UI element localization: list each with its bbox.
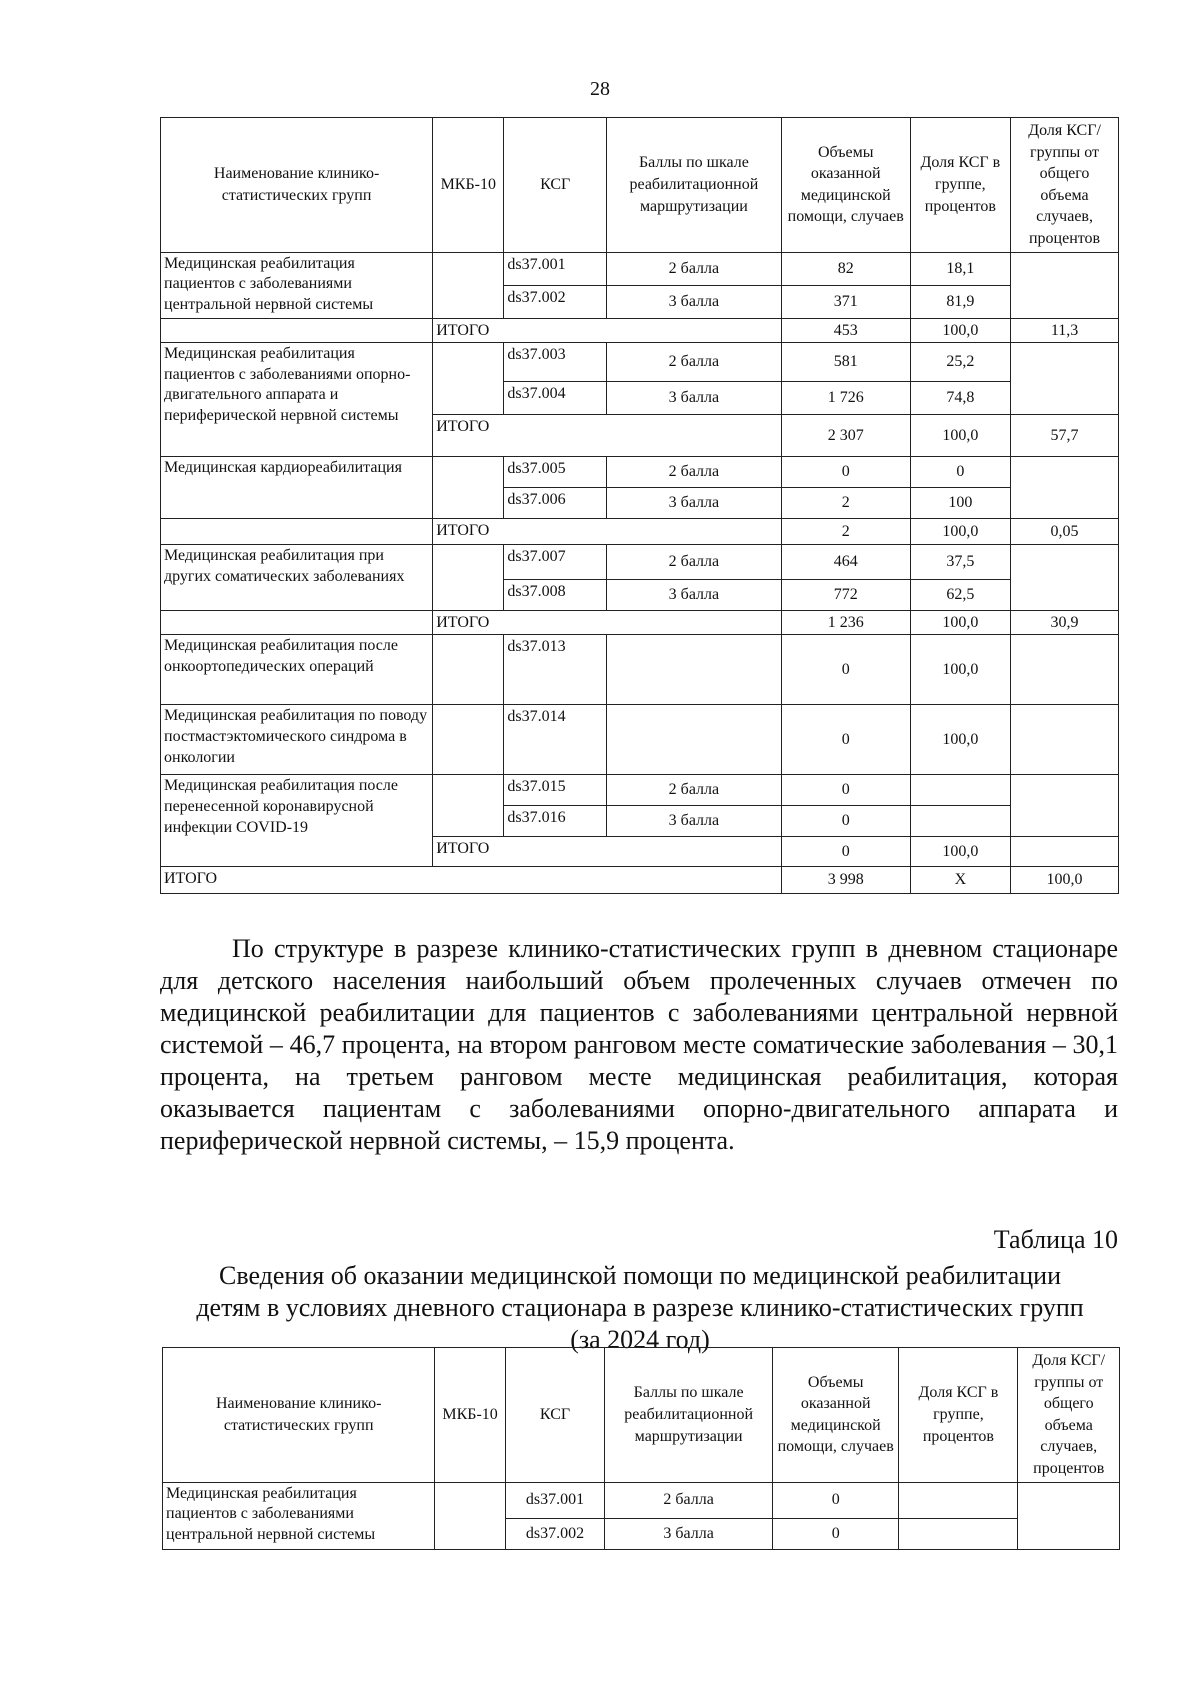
header-ksg: КСГ (504, 118, 607, 253)
volume-cell: 0 (773, 1518, 899, 1549)
title-line: Сведения об оказании медицинской помощи по медицинской реабилитации (219, 1261, 1061, 1290)
overall-cell (1011, 456, 1119, 518)
table-10-label: Таблица 10 (993, 1225, 1118, 1254)
total-label: ИТОГО (433, 318, 782, 342)
score-cell: 3 балла (606, 805, 781, 836)
score-cell: 3 балла (605, 1518, 773, 1549)
group-name: Медицинская реабилитация при других соматических заболеваниях (161, 544, 433, 610)
volume-cell: 371 (781, 285, 910, 318)
share-cell (910, 774, 1011, 805)
volume-cell: 82 (781, 252, 910, 285)
total-volume: 1 236 (781, 610, 910, 634)
score-cell: 2 балла (606, 774, 781, 805)
header-volume: Объемы оказанной медицинской помощи, случаев (773, 1348, 899, 1483)
title-line: (за 2024 год) (570, 1325, 710, 1354)
total-overall: 0,05 (1011, 518, 1119, 544)
table-10 (162, 1347, 1120, 1550)
header-ksg: КСГ (505, 1348, 604, 1483)
header-mkb: МКБ-10 (435, 1348, 505, 1483)
score-cell: 2 балла (606, 342, 781, 381)
grand-total-label: ИТОГО (161, 866, 782, 893)
empty-cell (161, 610, 433, 634)
share-cell: 81,9 (910, 285, 1011, 318)
body-paragraph: По структуре в разрезе клинико-статистических групп в дневном стационаре для детского населения наибольший объем пролеченных случаев отмечен по медицинской реабилитации для пациентов с заболеваниями центральной нервной системой – 46,7 процента, на втором ранговом месте соматические заболевания – 30,1 процента, на третьем ранговом месте медицинская реабилитация, которая оказывается пациентам с заболеваниями опорно-двигательного аппарата и периферической нервной системы, – 15,9 процента. (160, 934, 1118, 1155)
header-mkb: МКБ-10 (433, 118, 504, 253)
total-volume: 453 (781, 318, 910, 342)
title-line: детям в условиях дневного стационара в разрезе клинико-статистических групп (196, 1293, 1084, 1322)
header-share-total: Доля КСГ/группы от общего объема случаев, процентов (1018, 1348, 1120, 1483)
group-name: Медицинская реабилитация пациентов с заболеваниями опорно-двигательного аппарата и периферической нервной системы (161, 342, 433, 456)
overall-cell (1011, 252, 1119, 318)
mkb-cell (433, 456, 504, 518)
total-overall (1011, 836, 1119, 866)
ksg-cell: ds37.005 (504, 456, 607, 487)
total-label: ИТОГО (433, 518, 782, 544)
group-name: Медицинская реабилитация пациентов с заболеваниями центральной нервной системы (161, 252, 433, 318)
total-volume: 2 (781, 518, 910, 544)
overall-cell (1011, 544, 1119, 610)
overall-cell (1011, 774, 1119, 836)
share-cell: 25,2 (910, 342, 1011, 381)
table-9 (160, 117, 1119, 894)
share-cell: 62,5 (910, 579, 1011, 610)
total-share: 100,0 (910, 836, 1011, 866)
volume-cell: 772 (781, 579, 910, 610)
table-row (161, 774, 1119, 805)
header-share-group: Доля КСГ в группе, процентов (899, 1348, 1018, 1483)
total-volume: 2 307 (781, 414, 910, 456)
mkb-cell (433, 544, 504, 610)
grand-total-volume: 3 998 (781, 866, 910, 893)
table-row (161, 456, 1119, 487)
mkb-cell (433, 342, 504, 414)
total-volume: 0 (781, 836, 910, 866)
table-row (161, 634, 1119, 704)
score-cell: 2 балла (606, 544, 781, 579)
header-share-group: Доля КСГ в группе, процентов (910, 118, 1011, 253)
table-row (161, 342, 1119, 381)
share-cell: 100,0 (910, 634, 1011, 704)
grand-total-overall: 100,0 (1011, 866, 1119, 893)
mkb-cell (435, 1482, 505, 1549)
total-row (161, 318, 1119, 342)
header-share-total: Доля КСГ/группы от общего объема случаев, процентов (1011, 118, 1119, 253)
total-row (161, 518, 1119, 544)
score-cell: 3 балла (606, 285, 781, 318)
group-name: Медицинская реабилитация после перенесенной коронавирусной инфекции COVID-19 (161, 774, 433, 866)
volume-cell: 1 726 (781, 381, 910, 414)
ksg-cell: ds37.008 (504, 579, 607, 610)
volume-cell: 0 (781, 456, 910, 487)
ksg-cell: ds37.016 (504, 805, 607, 836)
grand-total-row (161, 866, 1119, 893)
total-share: 100,0 (910, 518, 1011, 544)
share-cell: 0 (910, 456, 1011, 487)
score-cell: 3 балла (606, 381, 781, 414)
ksg-cell: ds37.015 (504, 774, 607, 805)
ksg-cell: ds37.001 (504, 252, 607, 285)
ksg-cell: ds37.002 (505, 1518, 604, 1549)
header-name: Наименование клинико-статистических групп (163, 1348, 435, 1483)
score-cell: 2 балла (606, 252, 781, 285)
grand-total-share: Х (910, 866, 1011, 893)
overall-cell (1018, 1482, 1120, 1549)
total-label: ИТОГО (433, 610, 782, 634)
ksg-cell: ds37.007 (504, 544, 607, 579)
score-cell: 3 балла (606, 487, 781, 518)
ksg-cell: ds37.014 (504, 704, 607, 774)
ksg-cell: ds37.006 (504, 487, 607, 518)
table-row (161, 252, 1119, 285)
table-row (161, 544, 1119, 579)
header-name: Наименование клинико-статистических групп (161, 118, 433, 253)
score-cell: 2 балла (606, 456, 781, 487)
total-overall: 57,7 (1011, 414, 1119, 456)
ksg-cell: ds37.004 (504, 381, 607, 414)
volume-cell: 0 (773, 1482, 899, 1518)
share-cell: 37,5 (910, 544, 1011, 579)
share-cell: 74,8 (910, 381, 1011, 414)
table-header-row (163, 1348, 1120, 1483)
ksg-cell: ds37.013 (504, 634, 607, 704)
overall-cell (1011, 704, 1119, 774)
volume-cell: 0 (781, 634, 910, 704)
ksg-cell: ds37.002 (504, 285, 607, 318)
mkb-cell (433, 704, 504, 774)
volume-cell: 2 (781, 487, 910, 518)
score-cell: 2 балла (605, 1482, 773, 1518)
volume-cell: 0 (781, 704, 910, 774)
group-name: Медицинская реабилитация пациентов с заболеваниями центральной нервной системы (163, 1482, 435, 1549)
total-label: ИТОГО (433, 414, 782, 456)
share-cell: 100 (910, 487, 1011, 518)
group-name: Медицинская реабилитация после онкоортопедических операций (161, 634, 433, 704)
total-share: 100,0 (910, 610, 1011, 634)
table-header-row (161, 118, 1119, 253)
total-overall: 30,9 (1011, 610, 1119, 634)
total-overall: 11,3 (1011, 318, 1119, 342)
mkb-cell (433, 634, 504, 704)
score-cell (606, 634, 781, 704)
table-row (163, 1482, 1120, 1518)
score-cell (606, 704, 781, 774)
volume-cell: 581 (781, 342, 910, 381)
ksg-cell: ds37.001 (505, 1482, 604, 1518)
volume-cell: 464 (781, 544, 910, 579)
header-score: Баллы по шкале реабилитационной маршрутизации (605, 1348, 773, 1483)
page-number: 28 (590, 78, 610, 100)
volume-cell: 0 (781, 774, 910, 805)
total-share: 100,0 (910, 414, 1011, 456)
group-name: Медицинская реабилитация по поводу постмастэктомического синдрома в онкологии (161, 704, 433, 774)
volume-cell: 0 (781, 805, 910, 836)
total-label: ИТОГО (433, 836, 782, 866)
total-row (161, 610, 1119, 634)
table-10-title (120, 1260, 1160, 1356)
share-cell: 18,1 (910, 252, 1011, 285)
mkb-cell (433, 252, 504, 318)
ksg-cell: ds37.003 (504, 342, 607, 381)
share-cell (899, 1482, 1018, 1518)
overall-cell (1011, 342, 1119, 414)
group-name: Медицинская кардиореабилитация (161, 456, 433, 518)
overall-cell (1011, 634, 1119, 704)
header-volume: Объемы оказанной медицинской помощи, случаев (781, 118, 910, 253)
share-cell (910, 805, 1011, 836)
table-row (161, 704, 1119, 774)
share-cell (899, 1518, 1018, 1549)
empty-cell (161, 518, 433, 544)
header-score: Баллы по шкале реабилитационной маршрутизации (606, 118, 781, 253)
mkb-cell (433, 774, 504, 836)
share-cell: 100,0 (910, 704, 1011, 774)
empty-cell (161, 318, 433, 342)
score-cell: 3 балла (606, 579, 781, 610)
total-share: 100,0 (910, 318, 1011, 342)
